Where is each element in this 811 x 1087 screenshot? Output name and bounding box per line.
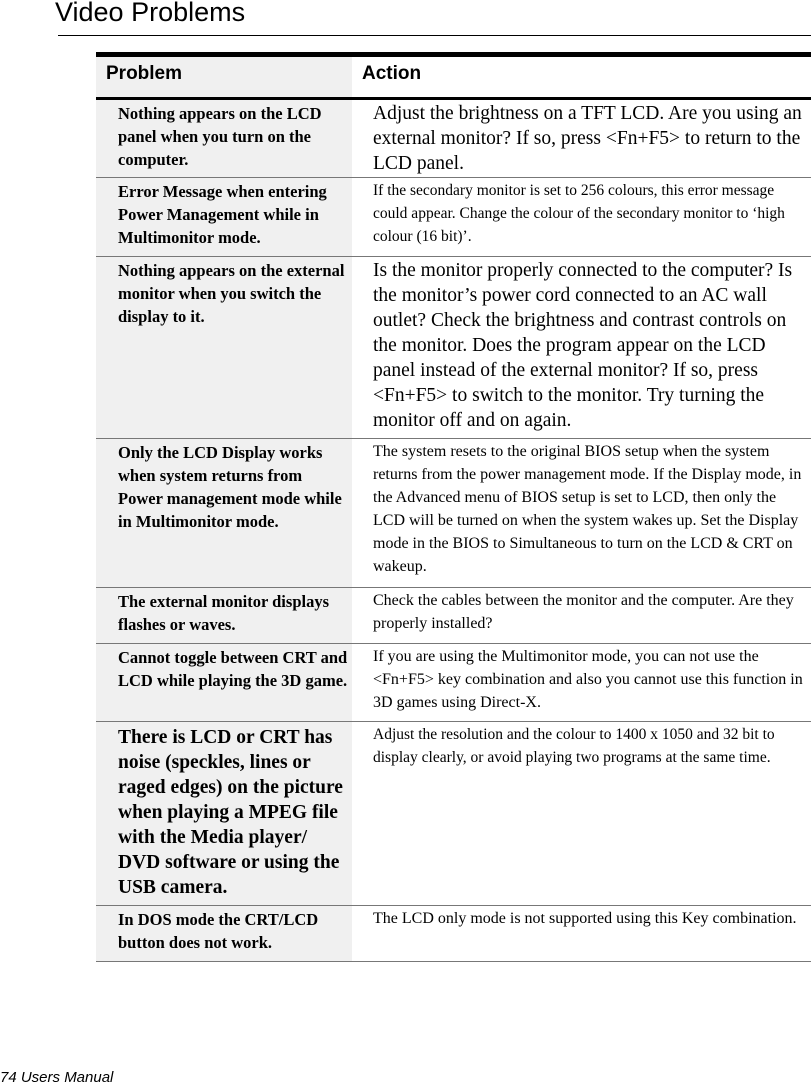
action-cell: The LCD only mode is not supported using this Key combination. [373,910,797,927]
problem-cell: Cannot toggle between CRT and LCD while playing the 3D game. [96,644,352,721]
title-rule [58,35,811,36]
page-footer: 74 Users Manual [0,1069,114,1086]
problem-cell: Nothing appears on the external monitor when you switch the display to it. [96,257,352,438]
problem-cell: Only the LCD Display works when system returns from Power management mode while in Multimonitor mode. [96,439,352,587]
header-problem: Problem [96,57,352,97]
table-row [96,722,811,906]
action-cell: Adjust the brightness on a TFT LCD. Are you using an external monitor? If so, press <Fn+F5> to return to the LCD panel. [373,103,802,174]
table-row [96,257,811,439]
table-row [96,100,811,178]
header-action: Action [362,63,422,84]
action-cell: Check the cables between the monitor and the computer. Are they properly installed? [373,592,794,632]
action-cell: If you are using the Multimonitor mode, you can not use the <Fn+F5> key combination and also you cannot use this function in 3D games using Direct-X. [373,648,803,711]
table-row [96,588,811,644]
problem-cell: Nothing appears on the LCD panel when you turn on the computer. [96,100,352,177]
table-row [96,906,811,962]
problem-cell: Error Message when entering Power Management while in Multimonitor mode. [96,178,352,256]
problem-cell: In DOS mode the CRT/LCD button does not work. [96,906,352,961]
action-cell: Is the monitor properly connected to the computer? Is the monitor’s power cord connected to an AC wall outlet? Check the brightness and contrast controls on the monitor. Does the program appear on the LCD panel instead of the external monitor? If so, press <Fn+F5> to switch to the monitor. Try turning the monitor off and on again. [373,260,793,431]
table-header [96,52,811,100]
page-title: Video Problems [55,0,246,27]
problem-cell: The external monitor displays flashes or waves. [96,588,352,643]
action-cell: If the secondary monitor is set to 256 colours, this error message could appear. Change the colour of the secondary monitor to ‘high colour (16 bit)’. [373,182,785,245]
problem-cell: There is LCD or CRT has noise (speckles, lines or raged edges) on the picture when playing a MPEG file with the Media player/ DVD software or using the USB camera. [96,722,352,905]
troubleshooting-table [96,52,811,962]
table-row [96,644,811,722]
table-row [96,439,811,588]
table-row [96,178,811,257]
action-cell: Adjust the resolution and the colour to 1400 x 1050 and 32 bit to display clearly, or avoid playing two programs at the same time. [373,726,775,766]
action-cell: The system resets to the original BIOS setup when the system returns from the power management mode. If the Display mode, in the Advanced menu of BIOS setup is set to LCD, then only the LCD will be turned on when the system wakes up. Set the Display mode in the BIOS to Simultaneous to turn on the LCD & CRT on wakeup. [373,443,802,575]
